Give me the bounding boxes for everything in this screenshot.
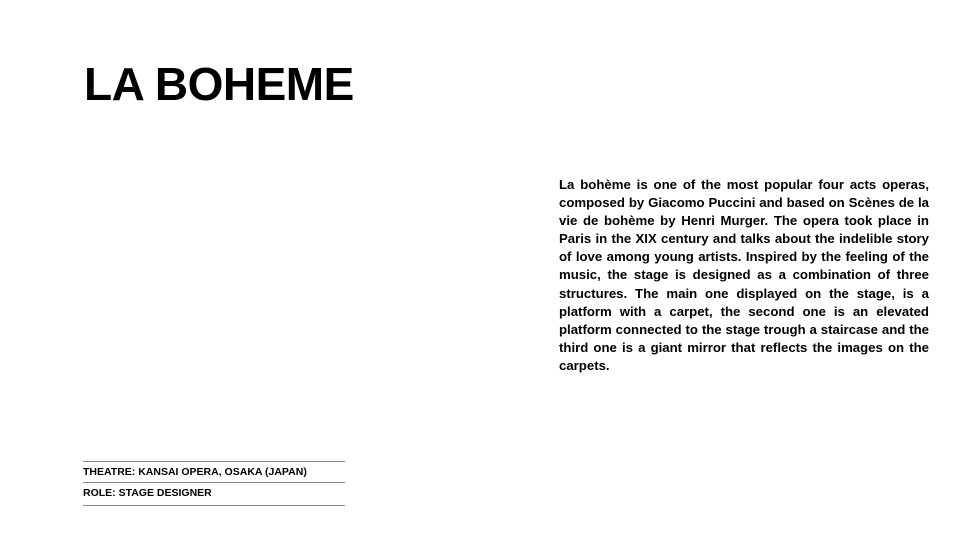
- role-info-row: ROLE: STAGE DESIGNER: [83, 482, 345, 506]
- project-info-table: [83, 461, 345, 506]
- project-description: La bohème is one of the most popular four acts operas, composed by Giacomo Puccini and based on Scènes de la vie de bohème by Henri Murger. The opera took place in Paris in the XIX century and talks about the indelible story of love among young artists. Inspired by the feeling of the music, the stage is designed as a combination of three structures. The main one displayed on the stage, is a platform with a carpet, the second one is an elevated platform connected to the stage trough a staircase and the third one is a giant mirror that reflects the images on the carpets.: [559, 177, 929, 373]
- theatre-info-row: THEATRE: KANSAI OPERA, OSAKA (JAPAN): [83, 461, 345, 482]
- page-title: LA BOHEME: [84, 58, 354, 110]
